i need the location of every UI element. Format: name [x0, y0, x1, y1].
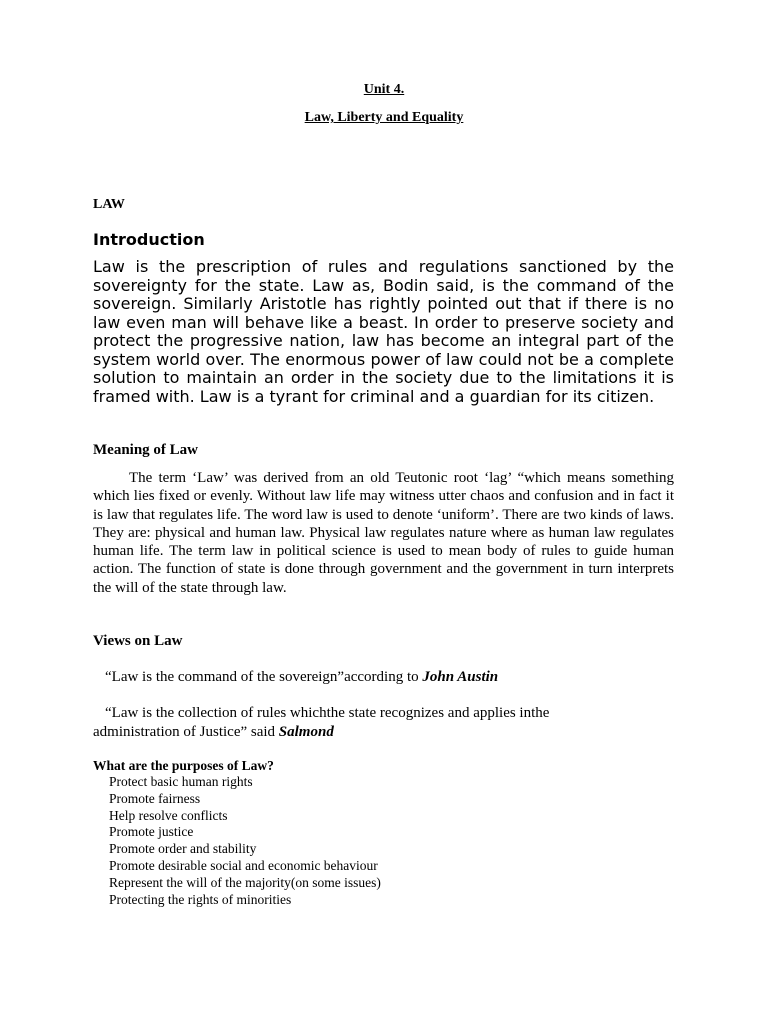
list-item: Represent the will of the majority(on some issues) [109, 874, 381, 890]
salmond-quote-line2 [93, 723, 674, 742]
introduction-paragraph: Law is the prescription of rules and regulations sanctioned by the sovereignty for the state. Law as, Bodin said, is the command of the sovereign. Similarly Aristotle has rightly pointed out that if there is no law even man will behave like a beast. In order to preserve society and protect the progressive nation, law has become an integral part of the system world over. The enormous power of law could not be a complete solution to maintain an order in the society due to the limitations it is framed with. Law is a tyrant for criminal and a guardian for its citizen. [93, 257, 674, 406]
meaning-paragraph: The term ‘Law’ was derived from an old Teutonic root ‘lag’ “which means something which lies fixed or evenly. Without law life may witness utter chaos and confusion and in fact it is law that regulates life. The word law is used to denote ‘uniform’. There are two kinds of laws. They are: physical and human law. Physical law regulates nature where as human law regulates human life. The term law in political science is used to mean body of rules to guide human action. The function of state is done through government and the government in turn interprets the will of the state through law. [93, 470, 674, 596]
unit-heading: Unit 4. [363, 82, 405, 97]
list-item: Promote desirable social and economic behaviour [109, 857, 378, 873]
austin-author: John Austin [422, 669, 499, 685]
purposes-list [109, 774, 381, 908]
list-item: Promote order and stability [109, 841, 257, 857]
meaning-heading: Meaning of Law [93, 442, 198, 458]
introduction-heading: Introduction [93, 230, 205, 249]
list-item: Help resolve conflicts [109, 807, 228, 823]
section-heading-law: LAW [93, 197, 125, 212]
salmond-author: Salmond [278, 723, 334, 740]
salmond-quote-text: administration of Justice” said [93, 723, 279, 740]
salmond-quote-line1: “Law is the collection of rules whichthe state recognizes and applies inthe [105, 705, 550, 721]
list-item: Protect basic human rights [109, 774, 253, 789]
purposes-heading: What are the purposes of Law? [93, 758, 274, 773]
views-heading: Views on Law [93, 633, 183, 649]
list-item: Promote fairness [109, 790, 201, 806]
austin-quote-text: “Law is the command of the sovereign”according to [105, 669, 423, 685]
austin-quote [93, 668, 674, 687]
list-item: Promote justice [109, 824, 194, 840]
salmond-quote [93, 704, 674, 741]
document-title: Law, Liberty and Equality [304, 110, 464, 125]
list-item: Protecting the rights of minorities [109, 891, 292, 907]
